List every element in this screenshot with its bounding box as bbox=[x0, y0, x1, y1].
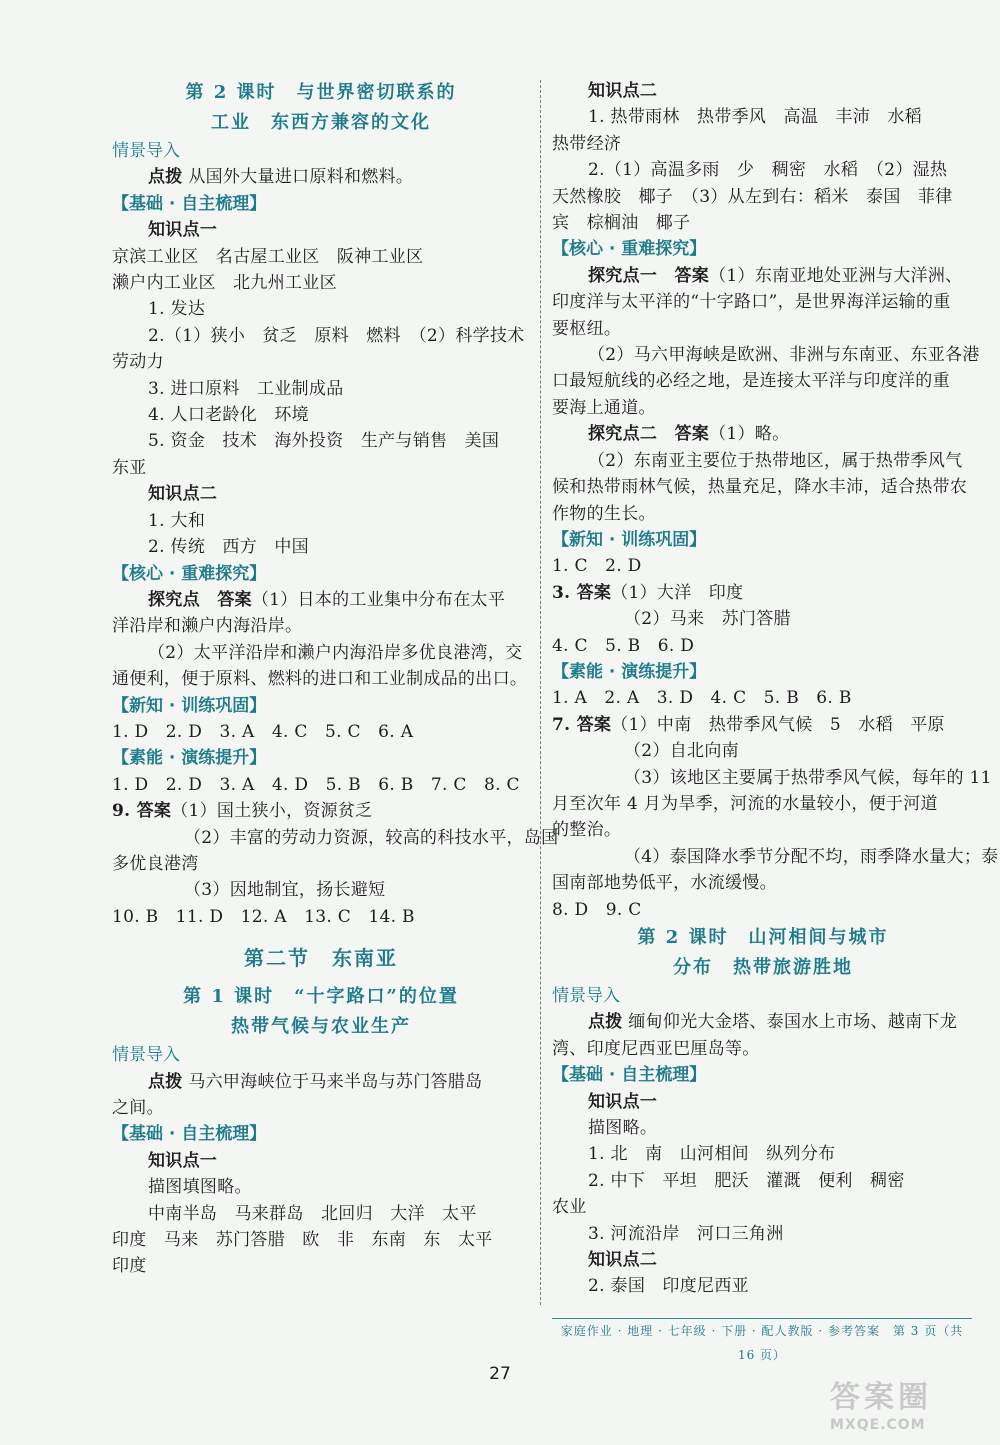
text-line: 印度 马来 苏门答腊 欧 非 东南 东 太平 bbox=[112, 1230, 493, 1251]
text-line: （3）该地区主要属于热带季风气候，每年的 11 bbox=[624, 767, 992, 788]
text-line: 2. 传统 西方 中国 bbox=[148, 537, 309, 558]
text-line: 2. 泰国 印度尼西亚 bbox=[588, 1276, 749, 1297]
bracket-heading: 【基础 · 自主梳理】 bbox=[112, 193, 267, 214]
text: （1）国土狭小，资源贫乏 bbox=[171, 801, 373, 822]
text-line bbox=[112, 1069, 530, 1095]
text-line: 候和热带雨林气候，热量充足，降水丰沛，适合热带农 bbox=[552, 477, 968, 498]
left-column bbox=[112, 78, 559, 1280]
text-line: 热带经济 bbox=[552, 133, 622, 154]
knowledge-point: 知识点二 bbox=[148, 484, 218, 505]
lesson-title: 热带气候与农业生产 bbox=[231, 1016, 411, 1038]
lesson-title: 第 1 课时 “十字路口”的位置 bbox=[183, 986, 459, 1008]
watermark-logo bbox=[830, 1380, 990, 1440]
text-line: 国南部地势低平，水流缓慢。 bbox=[552, 873, 777, 894]
right-column bbox=[552, 78, 999, 1300]
text-line: 1. 大和 bbox=[148, 510, 206, 531]
answer-line: 10. B 11. D 12. A 13. C 14. B bbox=[112, 906, 415, 927]
text-line bbox=[552, 421, 974, 447]
text-line: 要海上通道。 bbox=[552, 397, 656, 418]
text-line bbox=[552, 580, 974, 606]
column-divider bbox=[540, 80, 541, 1305]
knowledge-point: 知识点二 bbox=[588, 1250, 658, 1271]
text-line: 京滨工业区 名古屋工业区 阪神工业区 bbox=[112, 246, 424, 267]
answer-line: 1. A 2. A 3. D 4. C 5. B 6. B bbox=[552, 688, 852, 709]
bracket-heading: 【基础 · 自主梳理】 bbox=[112, 1124, 267, 1145]
knowledge-point: 知识点一 bbox=[148, 1150, 218, 1171]
text-line: 2.（1）狭小 贫乏 原料 燃料 （2）科学技术 bbox=[148, 325, 525, 346]
label: 点拨 bbox=[148, 167, 183, 188]
label: 探究点二 答案 bbox=[588, 424, 710, 445]
bracket-heading: 【素能 · 演练提升】 bbox=[112, 748, 267, 769]
bracket-heading: 【新知 · 训练巩固】 bbox=[112, 695, 267, 716]
label: 3. 答案 bbox=[552, 582, 612, 603]
knowledge-point: 知识点一 bbox=[148, 220, 218, 241]
text-line bbox=[552, 1009, 974, 1035]
lesson-title: 工业 东西方兼容的文化 bbox=[211, 112, 431, 133]
text: （1）日本的工业集中分布在太平 bbox=[251, 589, 506, 610]
text-line: 天然橡胶 椰子 （3）从左到右：稻米 泰国 菲律 bbox=[552, 186, 953, 207]
lesson-title: 分布 热带旅游胜地 bbox=[673, 957, 853, 978]
text-line: 湾、印度尼西亚巴厘岛等。 bbox=[552, 1038, 760, 1059]
text-line: 印度 bbox=[112, 1256, 147, 1277]
text-line: 月至次年 4 月为旱季，河流的水量较小，便于河道 bbox=[552, 793, 938, 814]
text-line: （2）自北向南 bbox=[624, 741, 739, 762]
label: 探究点一 答案 bbox=[588, 265, 710, 286]
text-line: 濑户内工业区 北九州工业区 bbox=[112, 273, 337, 294]
lesson-title: 第 2 课时 山河相间与城市 bbox=[637, 927, 889, 948]
label: 9. 答案 bbox=[112, 801, 172, 822]
text-line: 通便利，便于原料、燃料的进口和工业制成品的出口。 bbox=[112, 669, 528, 690]
text: （1）略。 bbox=[709, 424, 790, 445]
text: 从国外大量进口原料和燃料。 bbox=[188, 167, 414, 188]
text-line: 1. 热带雨林 热带季风 高温 丰沛 水稻 bbox=[588, 107, 922, 128]
text-line bbox=[552, 712, 974, 738]
text-line: 描图略。 bbox=[588, 1118, 658, 1139]
text-line: 的整治。 bbox=[552, 820, 622, 841]
text-line: 1. 发达 bbox=[148, 299, 206, 320]
text-line: 2.（1）高温多雨 少 稠密 水稻 （2）湿热 bbox=[588, 160, 948, 181]
text-line: 宾 棕榈油 椰子 bbox=[552, 213, 691, 234]
label: 探究点 答案 bbox=[148, 589, 252, 610]
text-line: 劳动力 bbox=[112, 352, 164, 373]
text-line: （2）东南亚主要位于热带地区，属于热带季风气 bbox=[588, 450, 963, 471]
bracket-heading: 【核心 · 重难探究】 bbox=[552, 239, 707, 260]
text-line: 3. 河流沿岸 河口三角洲 bbox=[588, 1223, 784, 1244]
answer-line: 1. D 2. D 3. A 4. D 5. B 6. B 7. C 8. C bbox=[112, 774, 520, 795]
text: 缅甸仰光大金塔、泰国水上市场、越南下龙 bbox=[628, 1012, 958, 1033]
text-line: 印度洋与太平洋的“十字路口”，是世界海洋运输的重 bbox=[552, 292, 951, 313]
text-line: （4）泰国降水季节分配不均，雨季降水量大；泰 bbox=[624, 846, 999, 867]
answer-line: 1. D 2. D 3. A 4. C 5. C 6. A bbox=[112, 721, 414, 742]
text-line: （3）因地制宜，扬长避短 bbox=[184, 880, 386, 901]
text-line: 农业 bbox=[552, 1197, 587, 1218]
text-line: 东亚 bbox=[112, 457, 147, 478]
text-line: （2）太平洋沿岸和濑户内海沿岸多优良港湾，交 bbox=[148, 642, 523, 663]
text-line: 描图填图略。 bbox=[148, 1177, 252, 1198]
text-line: 要枢纽。 bbox=[552, 318, 622, 339]
knowledge-point: 知识点一 bbox=[588, 1091, 658, 1112]
watermark-url: MXQE.COM bbox=[830, 1417, 926, 1433]
lesson-title: 第 2 课时 与世界密切联系的 bbox=[185, 82, 457, 103]
text-line bbox=[112, 587, 530, 613]
label: 点拨 bbox=[148, 1071, 183, 1092]
text-line: 2. 中下 平坦 肥沃 灌溉 便利 稠密 bbox=[588, 1170, 905, 1191]
bracket-heading: 【素能 · 演练提升】 bbox=[552, 661, 707, 682]
section-heading: 情景导入 bbox=[112, 141, 180, 161]
section-title: 第二节 东南亚 bbox=[244, 946, 398, 971]
text-line: （2）马六甲海峡是欧洲、非洲与东南亚、东亚各港 bbox=[588, 345, 980, 366]
text-line: 之间。 bbox=[112, 1098, 164, 1118]
text-line bbox=[112, 798, 530, 824]
bracket-heading: 【新知 · 训练巩固】 bbox=[552, 529, 707, 550]
text-line: 3. 进口原料 工业制成品 bbox=[148, 378, 344, 399]
text-line: 中南半岛 马来群岛 北回归 大洋 太平 bbox=[148, 1203, 477, 1224]
knowledge-point: 知识点二 bbox=[588, 81, 658, 101]
text-line: （2）丰富的劳动力资源，较高的科技水平，岛国 bbox=[184, 827, 559, 848]
page-footer: 家庭作业 · 地理 · 七年级 · 下册 · 配人教版 · 参考答案 第 3 页（共 16 页） bbox=[552, 1318, 972, 1343]
watermark-text: 答案圈 bbox=[830, 1380, 932, 1415]
text-line: 作物的生长。 bbox=[552, 503, 656, 524]
section-heading: 情景导入 bbox=[112, 1045, 180, 1066]
text-line: （2）马来 苏门答腊 bbox=[624, 609, 791, 630]
bracket-heading: 【基础 · 自主梳理】 bbox=[552, 1065, 707, 1086]
text-line: 口最短航线的必经之地，是连接太平洋与印度洋的重 bbox=[552, 371, 950, 392]
label: 点拨 bbox=[588, 1012, 623, 1033]
text-line: 1. 北 南 山河相间 纵列分布 bbox=[588, 1144, 836, 1165]
page-number: 27 bbox=[489, 1364, 511, 1384]
answer-line: 8. D 9. C bbox=[552, 899, 642, 920]
text: 马六甲海峡位于马来半岛与苏门答腊岛 bbox=[188, 1071, 483, 1092]
text: （1）大洋 印度 bbox=[611, 582, 744, 603]
text-line: 多优良港湾 bbox=[112, 853, 199, 874]
text-line bbox=[552, 263, 974, 289]
text-line: 4. 人口老龄化 环境 bbox=[148, 405, 309, 426]
text-line: 洋沿岸和濑户内海沿岸。 bbox=[112, 616, 303, 637]
label: 7. 答案 bbox=[552, 714, 612, 735]
bracket-heading: 【核心 · 重难探究】 bbox=[112, 563, 267, 584]
text: （1）东南亚地处亚洲与大洋洲、 bbox=[709, 265, 963, 286]
answer-line: 4. C 5. B 6. D bbox=[552, 635, 695, 656]
section-heading: 情景导入 bbox=[552, 986, 620, 1006]
answer-line: 1. C 2. D bbox=[552, 556, 642, 577]
text-line: 5. 资金 技术 海外投资 生产与销售 美国 bbox=[148, 431, 500, 452]
text-line bbox=[112, 164, 530, 190]
text: （1）中南 热带季风气候 5 水稻 平原 bbox=[611, 714, 945, 735]
